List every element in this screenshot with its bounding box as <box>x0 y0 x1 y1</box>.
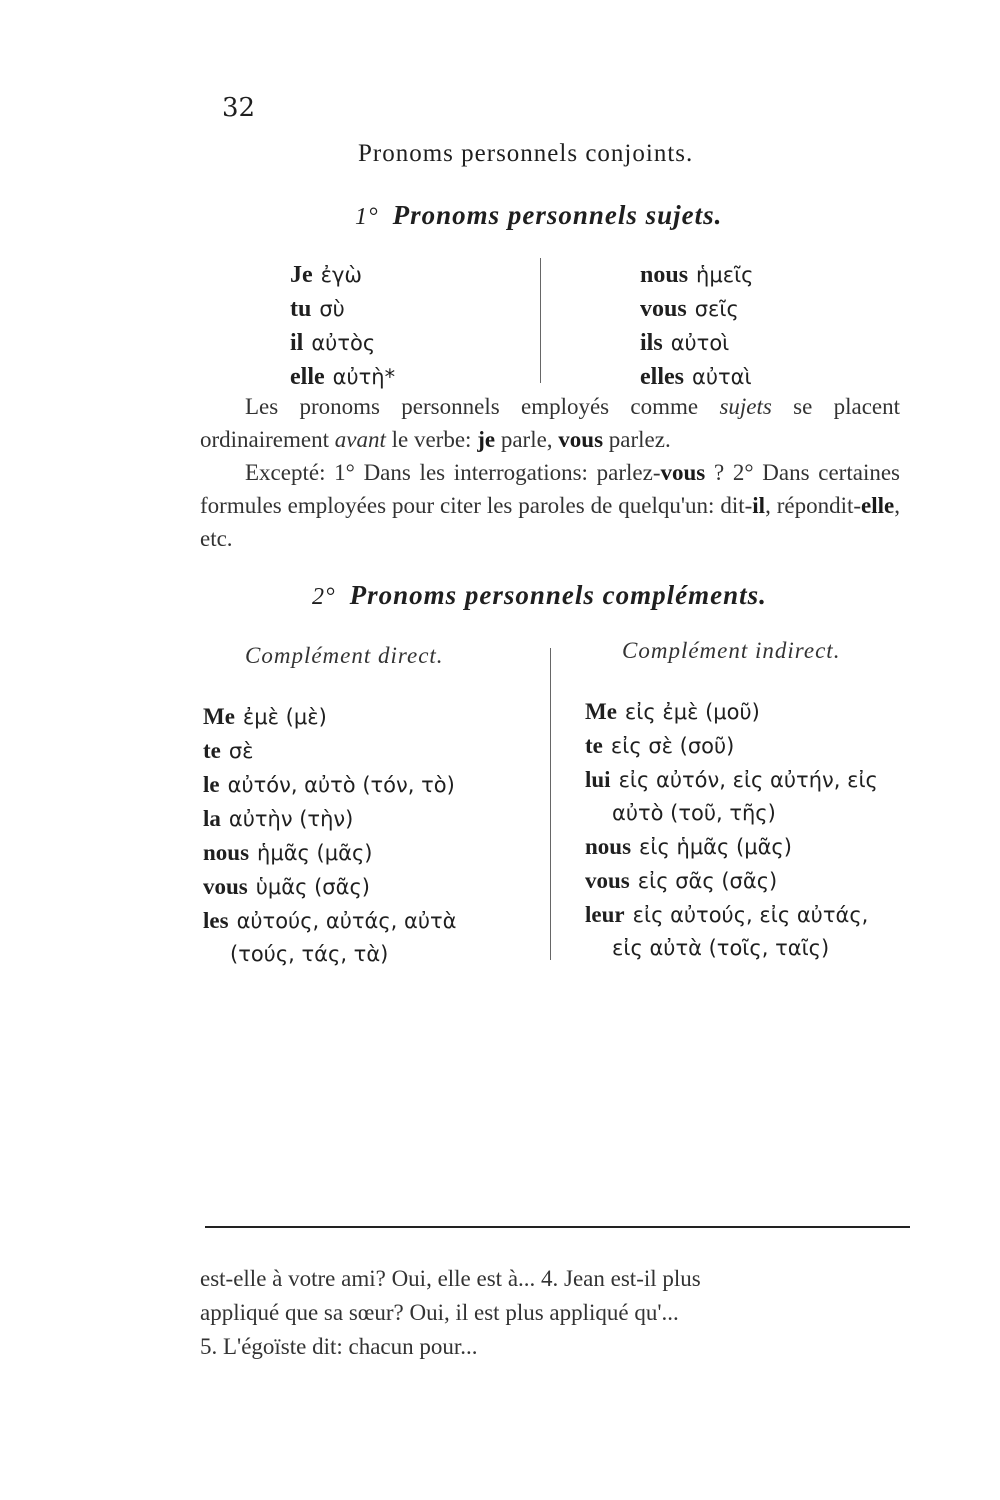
gr-pronoun: αὐτὴ* <box>332 365 396 389</box>
list-item: les αὐτούς, αὐτάς, αὐτὰ <box>203 908 457 933</box>
gr-pronoun: σεῖς <box>694 297 739 321</box>
direct-heading: Complément direct. <box>245 643 444 668</box>
subject-pronouns-right <box>640 258 754 394</box>
list-item: le αὐτόν, αὐτὸ (τόν, τὸ) <box>203 772 455 797</box>
table-row <box>640 360 754 394</box>
fr-pronoun: vous <box>640 296 687 322</box>
list-item: nous ἡμᾶς (μᾶς) <box>203 840 373 865</box>
fr-pronoun: elles <box>640 364 684 390</box>
list-item: αὐτὸ (τοῦ, τῆς) <box>612 801 776 825</box>
list-item: lui εἰς αὐτόν, εἰς αὐτήν, εἰς <box>585 767 878 792</box>
list-item: Me εἰς ἐμὲ (μοῦ) <box>585 699 760 724</box>
gr-pronoun: ἡμεῖς <box>696 263 754 287</box>
fr-pronoun: tu <box>290 296 312 322</box>
page-title: Pronoms personnels conjoints. <box>358 140 694 167</box>
gr-pronoun: σὺ <box>319 297 345 321</box>
indirect-heading: Complément indirect. <box>622 638 841 663</box>
section2-heading <box>312 580 767 611</box>
column-divider <box>550 648 551 960</box>
page-number: 32 <box>222 93 256 123</box>
list-item: leur εἰς αὐτούς, εἰς αὐτάς, <box>585 902 869 927</box>
table-row <box>290 326 395 360</box>
list-item: la αὐτὴν (τὴν) <box>203 806 354 831</box>
list-item: (τούς, τάς, τὰ) <box>230 942 389 966</box>
fr-pronoun: il <box>290 330 304 356</box>
subject-pronouns-left <box>290 258 395 394</box>
footer-line: appliqué que sa sœur? Oui, il est plus appliqué qu'... <box>200 1300 679 1325</box>
table-row <box>640 292 754 326</box>
footer-line: 5. L'égoïste dit: chacun pour... <box>200 1334 478 1359</box>
footer-line: est-elle à votre ami? Oui, elle est à... 4. Jean est-il plus <box>200 1266 701 1291</box>
list-item: te εἰς σὲ (σοῦ) <box>585 733 735 758</box>
gr-pronoun: αὐταὶ <box>691 365 752 389</box>
fr-pronoun: Je <box>290 262 313 288</box>
usage-paragraph <box>200 390 900 555</box>
fr-pronoun: elle <box>290 364 325 390</box>
section1-number: 1° <box>355 204 379 230</box>
indirect-complements <box>585 695 878 965</box>
paragraph-exceptions: Excepté: 1° Dans les interrogations: parlez-vous ? 2° Dans certaines formules employées pour citer les paroles de quelqu'un: dit-il, répondit-elle, etc. <box>200 460 900 551</box>
footer-divider <box>205 1226 910 1228</box>
list-item: εἰς αὐτὰ (τοῖς, ταῖς) <box>612 936 830 960</box>
table-row <box>640 258 754 292</box>
section1-heading <box>355 200 722 231</box>
list-item: vous εἰς σᾶς (σᾶς) <box>585 868 778 893</box>
list-item: vous ὑμᾶς (σᾶς) <box>203 874 370 899</box>
table-row <box>290 360 395 394</box>
paragraph-rule: Les pronoms personnels employés comme sujets se placent ordinairement avant le verbe: je parle, vous parlez. <box>200 394 900 452</box>
footer-text <box>200 1262 915 1364</box>
list-item: te σὲ <box>203 738 254 763</box>
fr-pronoun: ils <box>640 330 663 356</box>
direct-complements <box>203 700 457 971</box>
section2-heading-text: Pronoms personnels compléments. <box>349 580 767 610</box>
table-row <box>640 326 754 360</box>
list-item: Me ἐμὲ (μὲ) <box>203 704 327 729</box>
gr-pronoun: αὐτοὶ <box>670 331 730 355</box>
gr-pronoun: αὐτὸς <box>311 331 376 355</box>
table-row <box>290 292 395 326</box>
list-item: nous εἰς ἡμᾶς (μᾶς) <box>585 834 792 859</box>
section1-heading-text: Pronoms personnels sujets. <box>392 200 723 230</box>
gr-pronoun: ἐγὼ <box>320 263 363 287</box>
table-row <box>290 258 395 292</box>
column-divider <box>540 258 541 383</box>
fr-pronoun: nous <box>640 262 689 288</box>
section2-number: 2° <box>312 584 336 610</box>
